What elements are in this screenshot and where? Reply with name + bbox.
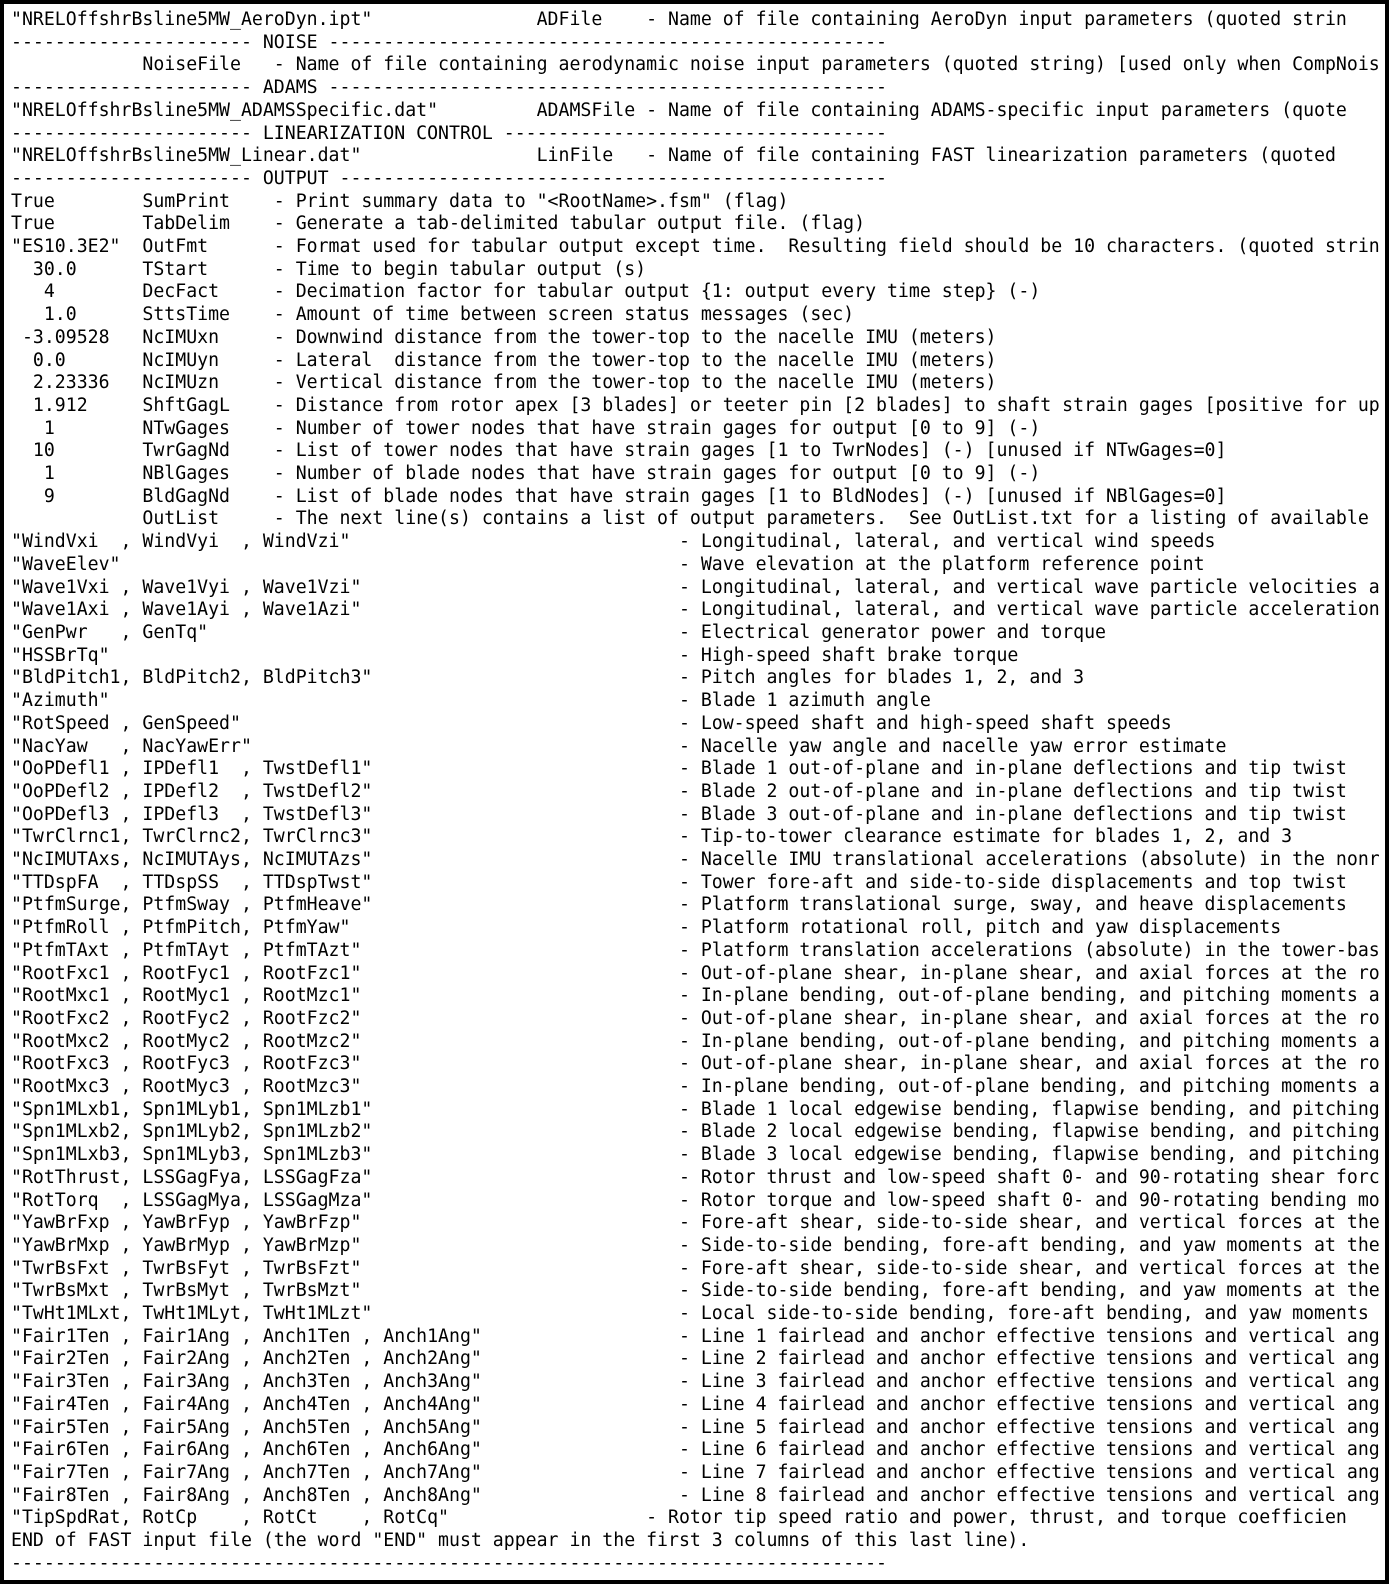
fast-input-file-content: "NRELOffshrBsline5MW_AeroDyn.ipt" ADFile - Name of file containing AeroDyn input parameters (quoted strin ---------------------- NOISE --------------------------------------------------- NoiseFile - Name of file containing aerodynamic noise input parameters (quoted string) [used only when CompNois ---------------------- ADAMS --------------------------------------------------- "NRELOffshrBsline5MW_ADAMSSpecific.dat" ADAMSFile - Name of file containing ADAMS-specific input parameters (quote ---------------------- LINEARIZATION CONTROL ----------------------------------- "NRELOffshrBsline5MW_Linear.dat" LinFile - Name of file containing FAST linearization parameters (quoted ---------------------- OUTPUT -------------------------------------------------- True SumPrint - Print summary data to "<RootName>.fsm" (flag) True TabDelim - Generate a tab-delimited tabular output file. (flag) "ES10.3E2" OutFmt - Format used for tabular output except time. Resulting field should be 10 characters. (quoted strin 30.0 TStart - Time to begin tabular output (s) 4 DecFact - Decimation factor for tabular output {1: output every time step} (-) 1.0 SttsTime - Amount of time between screen status messages (sec) -3.09528 NcIMUxn - Downwind distance from the tower-top to the nacelle IMU (meters) 0.0 NcIMUyn - Lateral distance from the tower-top to the nacelle IMU (meters) 2.23336 NcIMUzn - Vertical distance from the tower-top to the nacelle IMU (meters) 1.912 ShftGagL - Distance from rotor apex [3 blades] or teeter pin [2 blades] to shaft strain gages [positive for up 1 NTwGages - Number of tower nodes that have strain gages for output [0 to 9] (-) 10 TwrGagNd - List of tower nodes that have strain gages [1 to TwrNodes] (-) [unused if NTwGages=0] 1 NBlGages - Number of blade nodes that have strain gages for output [0 to 9] (-) 9 BldGagNd - List of blade nodes that have strain gages [1 to BldNodes] (-) [unused if NBlGages=0] OutList - The next line(s) contains a list of output parameters. See OutList.txt for a listing of available "WindVxi , WindVyi , WindVzi" - Longitudinal, lateral, and vertical wind speeds "WaveElev" - Wave elevation at the platform reference point "Wave1Vxi , Wave1Vyi , Wave1Vzi" - Longitudinal, lateral, and vertical wave particle velocities a "Wave1Axi , Wave1Ayi , Wave1Azi" - Longitudinal, lateral, and vertical wave particle acceleration "GenPwr , GenTq" - Electrical generator power and torque "HSSBrTq" - High-speed shaft brake torque "BldPitch1, BldPitch2, BldPitch3" - Pitch angles for blades 1, 2, and 3 "Azimuth" - Blade 1 azimuth angle "RotSpeed , GenSpeed" - Low-speed shaft and high-speed shaft speeds "NacYaw , NacYawErr" - Nacelle yaw angle and nacelle yaw error estimate "OoPDefl1 , IPDefl1 , TwstDefl1" - Blade 1 out-of-plane and in-plane deflections and tip twist "OoPDefl2 , IPDefl2 , TwstDefl2" - Blade 2 out-of-plane and in-plane deflections and tip twist "OoPDefl3 , IPDefl3 , TwstDefl3" - Blade 3 out-of-plane and in-plane deflections and tip twist "TwrClrnc1, TwrClrnc2, TwrClrnc3" - Tip-to-tower clearance estimate for blades 1, 2, and 3 "NcIMUTAxs, NcIMUTAys, NcIMUTAzs" - Nacelle IMU translational accelerations (absolute) in the nonr "TTDspFA , TTDspSS , TTDspTwst" - Tower fore-aft and side-to-side displacements and top twist "PtfmSurge, PtfmSway , PtfmHeave" - Platform translational surge, sway, and heave displacements "PtfmRoll , PtfmPitch, PtfmYaw" - Platform rotational roll, pitch and yaw displacements "PtfmTAxt , PtfmTAyt , PtfmTAzt" - Platform translation accelerations (absolute) in the tower-bas "RootFxc1 , RootFyc1 , RootFzc1" - Out-of-plane shear, in-plane shear, and axial forces at the ro "RootMxc1 , RootMyc1 , RootMzc1" - In-plane bending, out-of-plane bending, and pitching moments a "RootFxc2 , RootFyc2 , RootFzc2" - Out-of-plane shear, in-plane shear, and axial forces at the ro "RootMxc2 , RootMyc2 , RootMzc2" - In-plane bending, out-of-plane bending, and pitching moments a "RootFxc3 , RootFyc3 , RootFzc3" - Out-of-plane shear, in-plane shear, and axial forces at the ro "RootMxc3 , RootMyc3 , RootMzc3" - In-plane bending, out-of-plane bending, and pitching moments a "Spn1MLxb1, Spn1MLyb1, Spn1MLzb1" - Blade 1 local edgewise bending, flapwise bending, and pitching "Spn1MLxb2, Spn1MLyb2, Spn1MLzb2" - Blade 2 local edgewise bending, flapwise bending, and pitching "Spn1MLxb3, Spn1MLyb3, Spn1MLzb3" - Blade 3 local edgewise bending, flapwise bending, and pitching "RotThrust, LSSGagFya, LSSGagFza" - Rotor thrust and low-speed shaft 0- and 90-rotating shear forc "RotTorq , LSSGagMya, LSSGagMza" - Rotor torque and low-speed shaft 0- and 90-rotating bending mo "YawBrFxp , YawBrFyp , YawBrFzp" - Fore-aft shear, side-to-side shear, and vertical forces at the "YawBrMxp , YawBrMyp , YawBrMzp" - Side-to-side bending, fore-aft bending, and yaw moments at the "TwrBsFxt , TwrBsFyt , TwrBsFzt" - Fore-aft shear, side-to-side shear, and vertical forces at the "TwrBsMxt , TwrBsMyt , TwrBsMzt" - Side-to-side bending, fore-aft bending, and yaw moments at the "TwHt1MLxt, TwHt1MLyt, TwHt1MLzt" - Local side-to-side bending, fore-aft bending, and yaw moments "Fair1Ten , Fair1Ang , Anch1Ten , Anch1Ang" - Line 1 fairlead and anchor effective tensions and vertical ang "Fair2Ten , Fair2Ang , Anch2Ten , Anch2Ang" - Line 2 fairlead and anchor effective tensions and vertical ang "Fair3Ten , Fair3Ang , Anch3Ten , Anch3Ang" - Line 3 fairlead and anchor effective tensions and vertical ang "Fair4Ten , Fair4Ang , Anch4Ten , Anch4Ang" - Line 4 fairlead and anchor effective tensions and vertical ang "Fair5Ten , Fair5Ang , Anch5Ten , Anch5Ang" - Line 5 fairlead and anchor effective tensions and vertical ang "Fair6Ten , Fair6Ang , Anch6Ten , Anch6Ang" - Line 6 fairlead and anchor effective tensions and vertical ang "Fair7Ten , Fair7Ang , Anch7Ten , Anch7Ang" - Line 7 fairlead and anchor effective tensions and vertical ang "Fair8Ten , Fair8Ang , Anch8Ten , Anch8Ang" - Line 8 fairlead and anchor effective tensions and vertical ang "TipSpdRat, RotCp , RotCt , RotCq" - Rotor tip speed ratio and power, thrust, and torque coefficien END of FAST input file (the word "END" must appear in the first 3 columns of this last line). -------------------------------------------------------------------------------- [11,9,1380,1574]
